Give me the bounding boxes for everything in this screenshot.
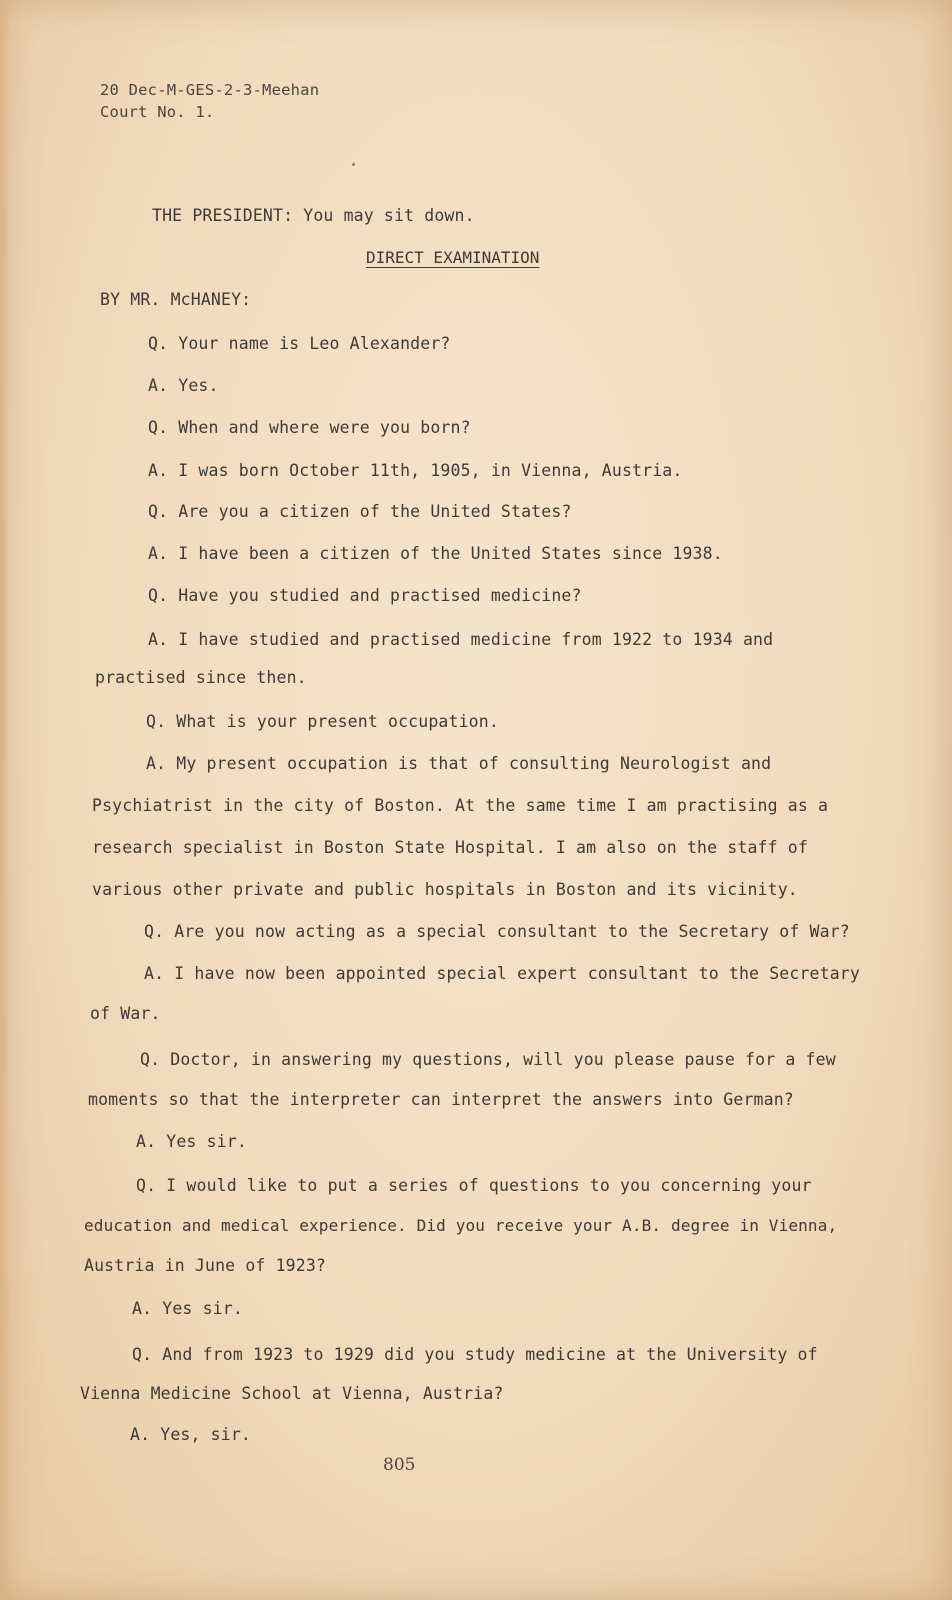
transcript-line: Austria in June of 1923? (84, 1256, 327, 1275)
transcript-line: of War. (90, 1004, 161, 1023)
transcript-line: A. Yes sir. (136, 1132, 247, 1151)
document-header (100, 79, 319, 123)
transcript-line: A. My present occupation is that of consulting Neurologist and (146, 754, 772, 773)
transcript-line: A. Yes sir. (132, 1299, 243, 1318)
transcript-line: A. Yes, sir. (130, 1425, 252, 1444)
header-court-line: Court No. 1. (100, 103, 215, 121)
examiner-line: BY MR. McHANEY: (100, 290, 252, 309)
transcript-line: Q. Your name is Leo Alexander? (148, 334, 451, 353)
transcript-line: A. I have studied and practised medicine from 1922 to 1934 and (148, 630, 774, 649)
page-number: 805 (383, 1455, 416, 1475)
transcript-line: Q. When and where were you born? (148, 418, 471, 437)
transcript-line: research specialist in Boston State Hospital. I am also on the staff of (92, 838, 808, 857)
header-docket-line: 20 Dec-M-GES-2-3-Meehan (100, 81, 320, 99)
paper-speck (352, 163, 355, 166)
transcript-line: Q. And from 1923 to 1929 did you study medicine at the University of (132, 1345, 818, 1364)
section-title: DIRECT EXAMINATION (366, 248, 540, 267)
transcript-line: Q. Are you now acting as a special consultant to the Secretary of War? (144, 922, 850, 941)
transcript-line: A. I have been a citizen of the United States since 1938. (148, 544, 723, 563)
transcript-line: moments so that the interpreter can interpret the answers into German? (88, 1090, 794, 1109)
transcript-line: Q. Have you studied and practised medicine? (148, 586, 582, 605)
transcript-line: Q. I would like to put a series of questions to you concerning your (136, 1176, 812, 1195)
transcript-line: various other private and public hospitals in Boston and its vicinity. (92, 880, 798, 899)
transcript-line: practised since then. (95, 668, 307, 687)
transcript-line: Psychiatrist in the city of Boston. At the same time I am practising as a (92, 796, 829, 815)
transcript-line: A. I was born October 11th, 1905, in Vienna, Austria. (148, 461, 683, 480)
transcript-line: A. Yes. (148, 376, 219, 395)
transcript-line: Q. Doctor, in answering my questions, will you please pause for a few (140, 1050, 836, 1069)
transcript-line: Vienna Medicine School at Vienna, Austria? (80, 1384, 504, 1403)
transcript-line: Q. Are you a citizen of the United States? (148, 502, 572, 521)
transcript-line: education and medical experience. Did you receive your A.B. degree in Vienna, (84, 1216, 838, 1235)
transcript-line: Q. What is your present occupation. (146, 712, 499, 731)
opening-statement: THE PRESIDENT: You may sit down. (152, 206, 475, 225)
page-edge-shadow (0, 0, 10, 1600)
transcript-line: A. I have now been appointed special expert consultant to the Secretary (144, 964, 860, 983)
